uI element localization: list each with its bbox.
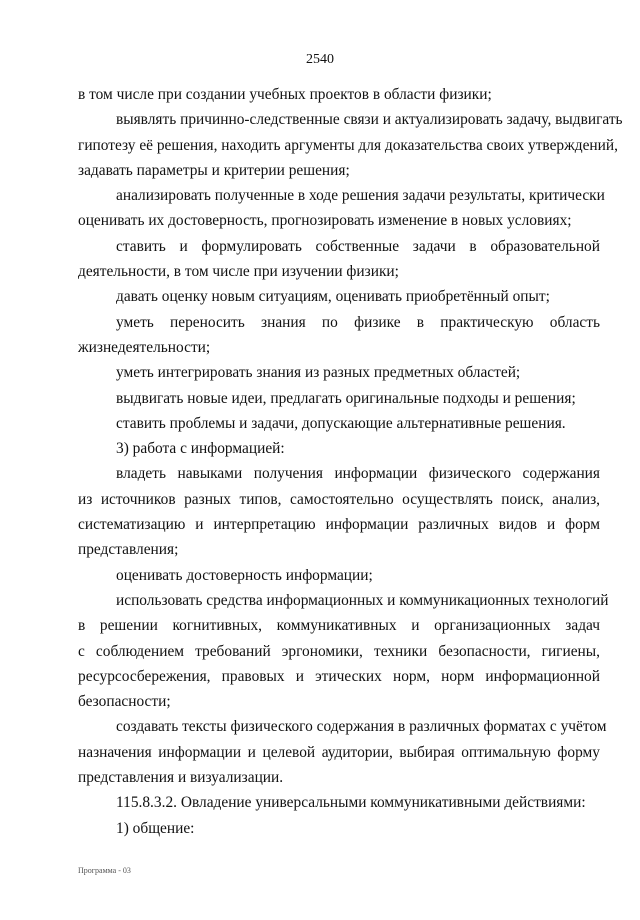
page-footer: Программа - 03 xyxy=(78,866,131,875)
text-line: уметь интегрировать знания из разных предметных областей; xyxy=(116,364,521,382)
text-line: назначения информации и целевой аудитории, выбирая оптимальную форму xyxy=(78,743,600,761)
text-line: 3) работа с информацией: xyxy=(116,440,285,458)
text-line: из источников разных типов, самостоятельно осуществлять поиск, анализ, xyxy=(78,490,600,508)
text-line: ставить проблемы и задачи, допускающие альтернативные решения. xyxy=(116,414,566,432)
document-body xyxy=(78,82,623,841)
text-line: гипотезу её решения, находить аргументы для доказательства своих утверждений, xyxy=(78,136,618,154)
text-line: использовать средства информационных и коммуникационных технологий xyxy=(116,591,609,609)
text-line: безопасности; xyxy=(78,693,171,711)
text-line: анализировать полученные в ходе решения задачи результаты, критически xyxy=(116,187,605,205)
text-line: ресурсосбережения, правовых и этических норм, норм информационной xyxy=(78,667,600,685)
text-line: представления и визуализации. xyxy=(78,769,284,787)
text-line: уметь переносить знания по физике в практическую область xyxy=(116,313,600,331)
text-line: оценивать достоверность информации; xyxy=(116,566,373,584)
text-line: оценивать их достоверность, прогнозировать изменение в новых условиях; xyxy=(78,212,572,230)
text-line: 1) общение: xyxy=(116,819,195,837)
text-line: владеть навыками получения информации физического содержания xyxy=(116,465,600,483)
text-line: создавать тексты физического содержания в различных форматах с учётом xyxy=(116,718,607,736)
text-line: деятельности, в том числе при изучении физики; xyxy=(78,263,399,281)
text-line: ставить и формулировать собственные задачи в образовательной xyxy=(116,237,600,255)
text-line: выдвигать новые идеи, предлагать оригинальные подходы и решения; xyxy=(116,389,576,407)
page-number: 2540 xyxy=(306,52,334,67)
text-line: 115.8.3.2. Овладение универсальными коммуникативными действиями: xyxy=(116,794,586,812)
text-line: представления; xyxy=(78,541,179,559)
text-line: с соблюдением требований эргономики, техники безопасности, гигиены, xyxy=(78,642,600,660)
text-line: систематизацию и интерпретацию информации различных видов и форм xyxy=(78,516,600,534)
text-line: давать оценку новым ситуациям, оценивать приобретённый опыт; xyxy=(116,288,550,306)
text-line: в том числе при создании учебных проектов в области физики; xyxy=(78,86,492,103)
text-line: задавать параметры и критерии решения; xyxy=(78,161,350,179)
text-line: жизнедеятельности; xyxy=(78,338,211,356)
text-line: выявлять причинно-следственные связи и актуализировать задачу, выдвигать xyxy=(116,111,623,129)
text-line: в решении когнитивных, коммуникативных и организационных задач xyxy=(78,617,600,635)
